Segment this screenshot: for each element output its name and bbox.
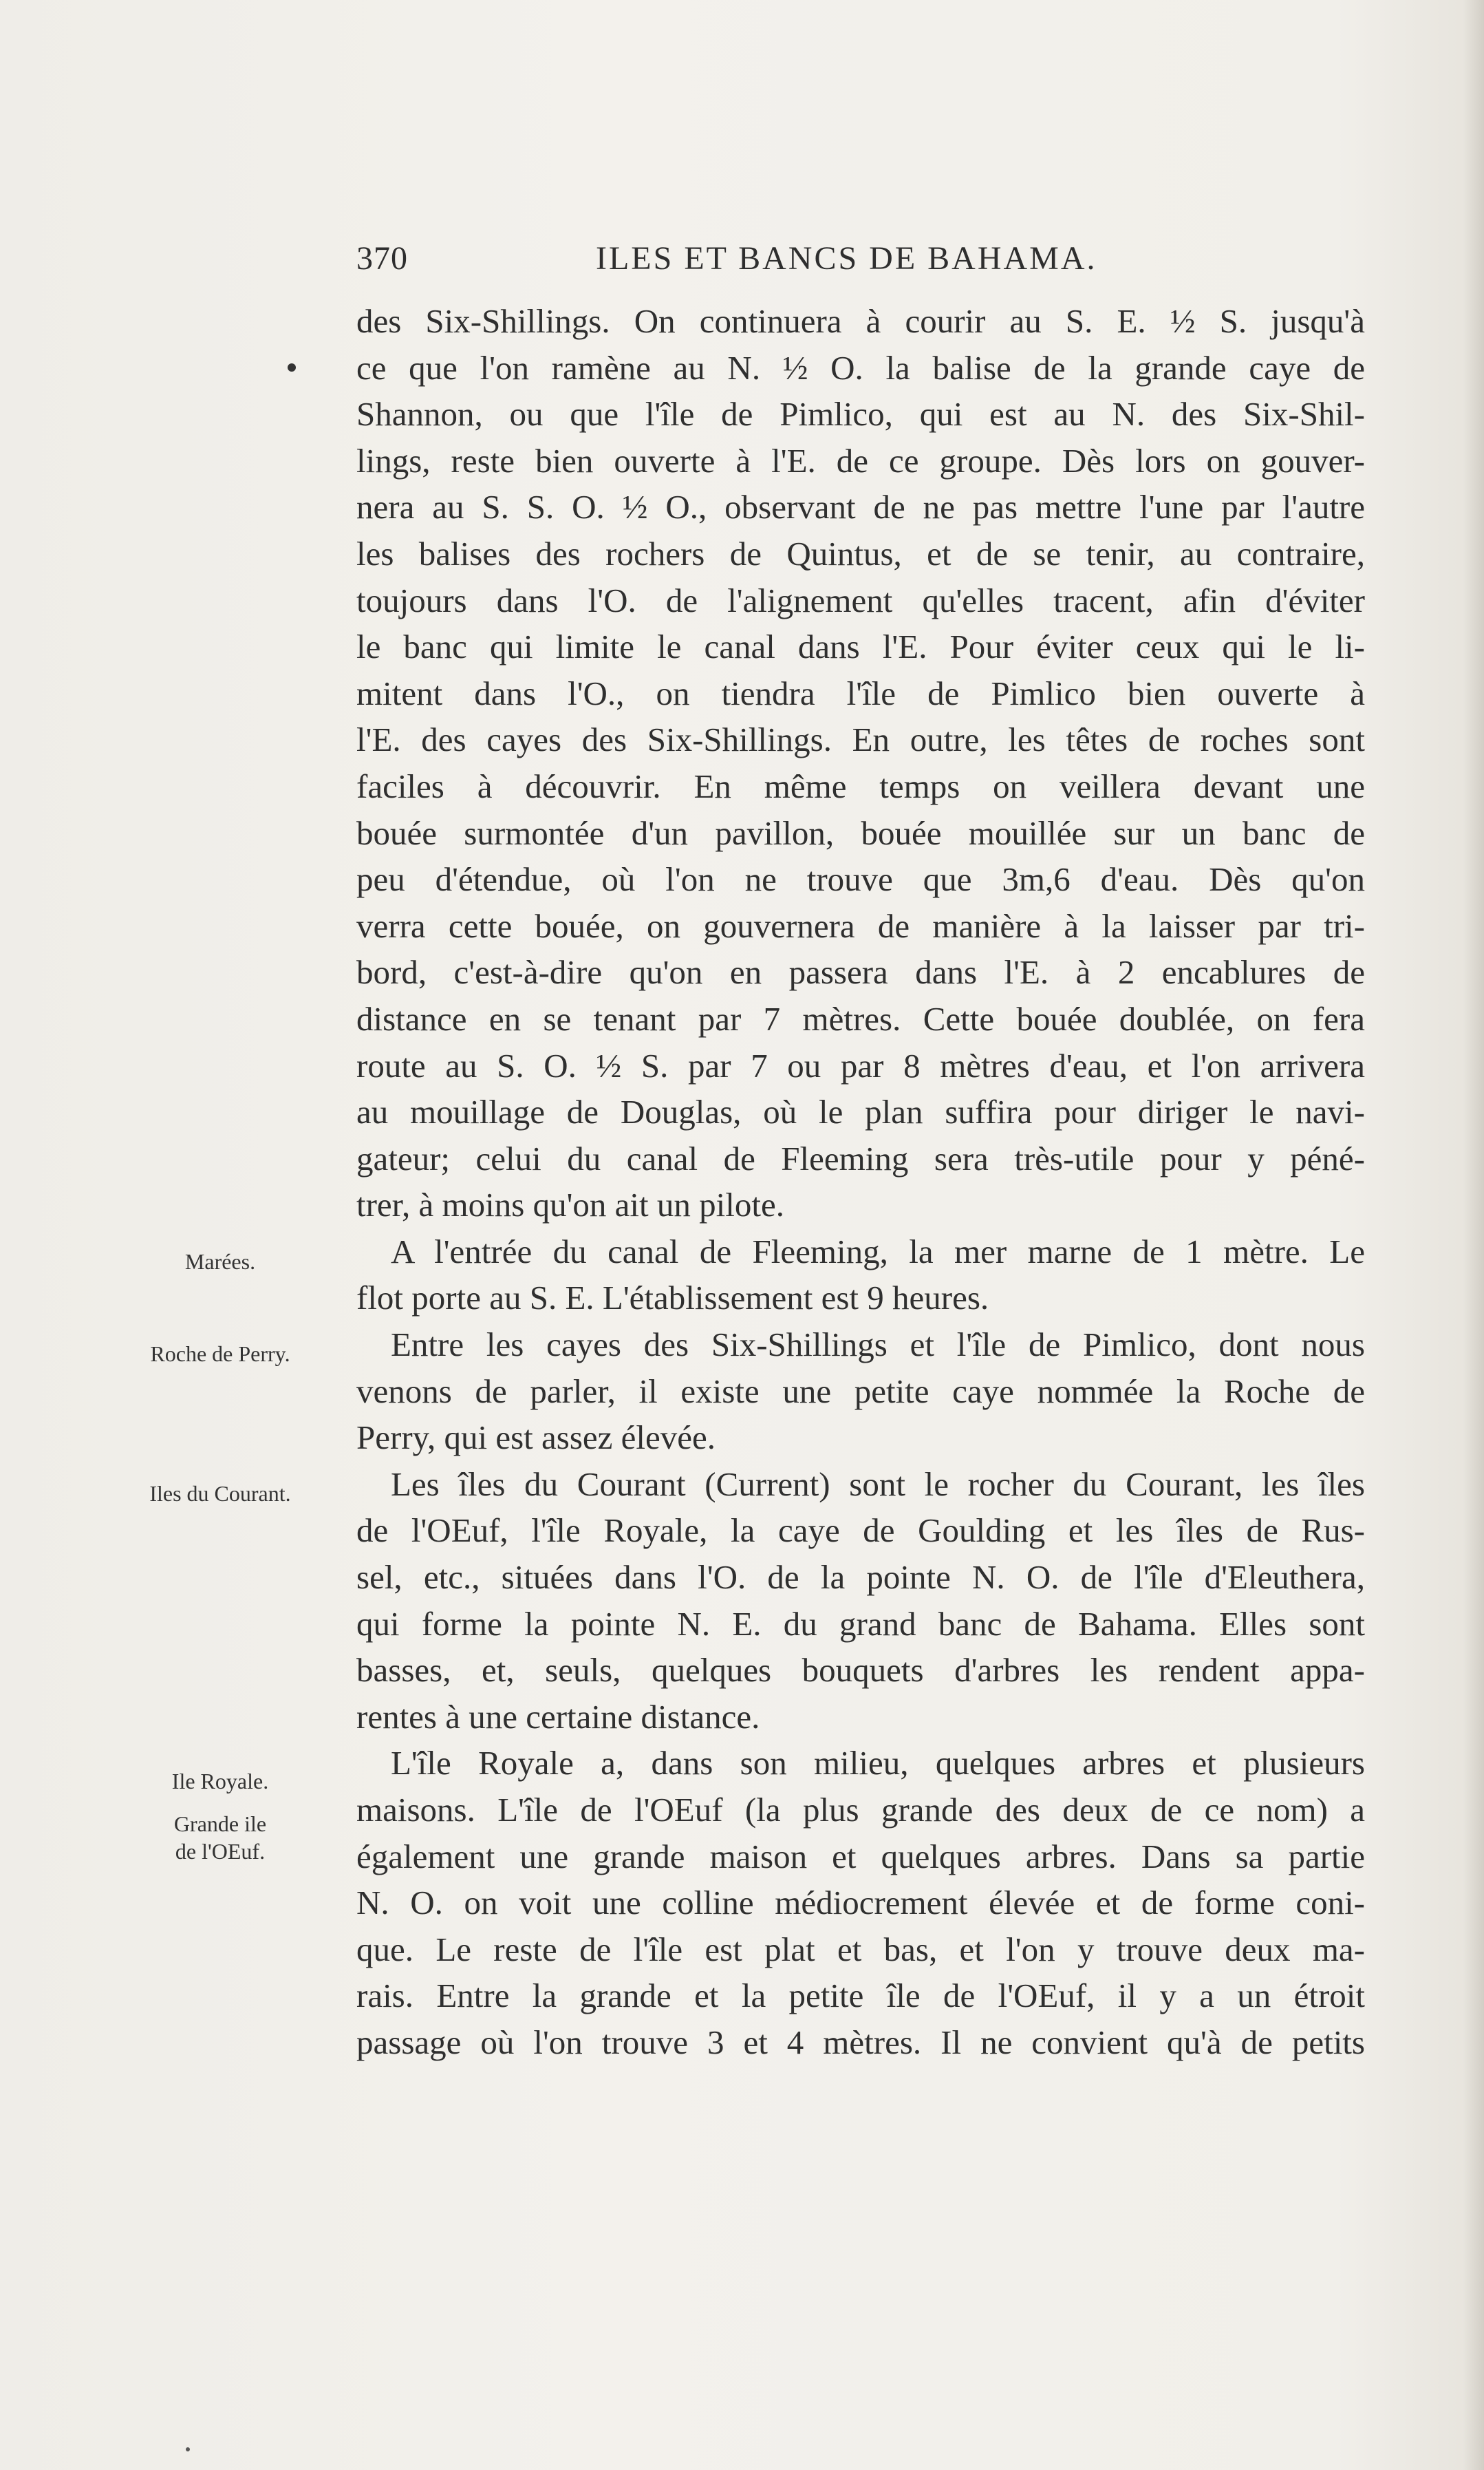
margin-note-iles-du-courant: Iles du Courant. <box>149 1481 291 1506</box>
text-line: venons de parler, il existe une petite caye nommée la Roche de <box>356 1372 1365 1410</box>
paragraph-4-iles-du-courant <box>356 1461 1365 1740</box>
text-line: route au S. O. ½ S. par 7 ou par 8 mètres d'eau, et l'on arrivera <box>356 1046 1365 1085</box>
text-line: sel, etc., situées dans l'O. de la pointe N. O. de l'île d'Eleuthera, <box>356 1558 1365 1597</box>
text-line: A l'entrée du canal de Fleeming, la mer marne de 1 mètre. Le <box>391 1232 1365 1270</box>
text-line: au mouillage de Douglas, où le plan suffira pour diriger le navi- <box>356 1093 1365 1131</box>
text-line: lings, reste bien ouverte à l'E. de ce groupe. Dès lors on gouver- <box>356 441 1365 480</box>
text-line: qui forme la pointe N. E. du grand banc de Bahama. Elles sont <box>356 1604 1365 1643</box>
text-line: faciles à découvrir. En même temps on veillera devant une <box>356 767 1365 805</box>
paragraph-2-marees <box>356 1228 1365 1321</box>
text-line: maisons. L'île de l'OEuf (la plus grande des deux de ce nom) a <box>356 1791 1365 1829</box>
margin-note-ile-royale: Ile Royale. <box>171 1769 269 1793</box>
text-line: les balises des rochers de Quintus, et de se tenir, au contraire, <box>356 534 1365 573</box>
margin-bullet-mark <box>288 363 296 372</box>
text-line: Entre les cayes des Six-Shillings et l'île de Pimlico, dont nous <box>391 1326 1365 1364</box>
paragraph-5-ile-royale <box>356 1740 1365 2065</box>
text-line: également une grande maison et quelques arbres. Dans sa partie <box>356 1837 1365 1875</box>
text-line: l'E. des cayes des Six-Shillings. En outre, les têtes de roches sont <box>356 721 1365 759</box>
text-line: toujours dans l'O. de l'alignement qu'elles tracent, afin d'éviter <box>356 581 1365 619</box>
text-line: L'île Royale a, dans son milieu, quelques arbres et plusieurs <box>391 1744 1365 1782</box>
text-line: rentes à une certaine distance. <box>356 1697 760 1736</box>
paragraph-3-roche-de-perry <box>356 1321 1365 1461</box>
text-line: de l'OEuf, l'île Royale, la caye de Goulding et les îles de Rus- <box>356 1511 1365 1550</box>
running-header <box>356 239 1365 288</box>
text-line: gateur; celui du canal de Fleeming sera très-utile pour y péné- <box>356 1139 1365 1178</box>
page-number: 370 <box>356 240 408 277</box>
text-line: bord, c'est-à-dire qu'on en passera dans l'E. à 2 encablures de <box>356 953 1365 992</box>
text-line: distance en se tenant par 7 mètres. Cette bouée doublée, on fera <box>356 999 1365 1038</box>
text-line: verra cette bouée, on gouvernera de manière à la laisser par tri- <box>356 906 1365 945</box>
paragraph-1 <box>356 298 1365 1228</box>
text-line: le banc qui limite le canal dans l'E. Pour éviter ceux qui le li- <box>356 628 1365 666</box>
running-title: ILES ET BANCS DE BAHAMA. <box>596 240 1097 277</box>
text-line: mitent dans l'O., on tiendra l'île de Pimlico bien ouverte à <box>356 674 1365 712</box>
text-line: Shannon, ou que l'île de Pimlico, qui est au N. des Six-Shil- <box>356 395 1365 434</box>
text-line: trer, à moins qu'on ait un pilote. <box>356 1186 784 1224</box>
text-line: que. Le reste de l'île est plat et bas, et l'on y trouve deux ma- <box>356 1930 1365 1968</box>
paper-speck <box>186 2447 190 2451</box>
text-line: basses, et, seuls, quelques bouquets d'arbres les rendent appa- <box>356 1651 1365 1690</box>
text-line: passage où l'on trouve 3 et 4 mètres. Il ne convient qu'à de petits <box>356 2023 1365 2061</box>
text-line: N. O. on voit une colline médiocrement élevée et de forme coni- <box>356 1884 1365 1922</box>
margin-note-grande-ile-line2: de l'OEuf. <box>175 1839 266 1864</box>
margin-note-marees: Marées. <box>184 1249 256 1274</box>
margin-note-roche-de-perry: Roche de Perry. <box>150 1341 290 1366</box>
text-line: Les îles du Courant (Current) sont le rocher du Courant, les îles <box>391 1465 1365 1503</box>
text-line: bouée surmontée d'un pavillon, bouée mouillée sur un banc de <box>356 813 1365 852</box>
page-edge-shadow <box>1463 0 1484 2470</box>
margin-note-grande-ile-line1: Grande ile <box>173 1811 267 1836</box>
text-line: nera au S. S. O. ½ O., observant de ne pas mettre l'une par l'autre <box>356 488 1365 526</box>
text-line: flot porte au S. E. L'établissement est 9 heures. <box>356 1279 989 1317</box>
text-line: des Six-Shillings. On continuera à courir au S. E. ½ S. jusqu'à <box>356 302 1365 340</box>
body-text <box>356 298 1365 2066</box>
text-line: Perry, qui est assez élevée. <box>356 1418 716 1457</box>
text-line: rais. Entre la grande et la petite île de l'OEuf, il y a un étroit <box>356 1977 1365 2015</box>
text-line: peu d'étendue, où l'on ne trouve que 3m,6 d'eau. Dès qu'on <box>356 860 1365 899</box>
text-line: ce que l'on ramène au N. ½ O. la balise de la grande caye de <box>356 348 1365 387</box>
